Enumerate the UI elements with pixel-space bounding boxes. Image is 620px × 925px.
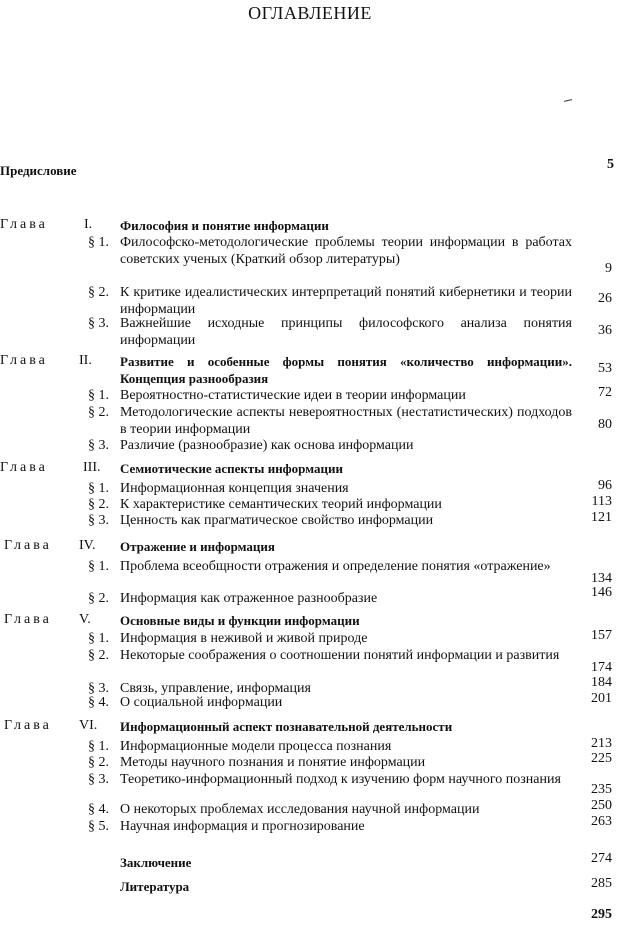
section-page: 235: [591, 782, 612, 797]
chapter-title: Семиотические аспекты информации: [120, 461, 343, 476]
section-text: Информация как отраженное разнообразие: [120, 591, 378, 606]
section-page: 225: [591, 751, 612, 766]
chapter-number: I.: [84, 217, 93, 232]
section-page: 113: [591, 494, 612, 509]
section-mark: § 2.: [88, 648, 109, 663]
section-page: 134: [591, 571, 612, 586]
section-text: Теоретико-информационный подход к изучению форм научного познания: [120, 772, 561, 787]
section-mark: § 1.: [88, 388, 109, 403]
section-text: Проблема всеобщности отражения и определение понятия «отражение»: [120, 559, 551, 574]
chapter-number: V.: [79, 612, 91, 627]
section-mark: § 1.: [88, 559, 109, 574]
chapter-label: Глава: [0, 460, 48, 475]
section-text: Методологические аспекты невероятностных (нестатистических) подходов в теории информации: [120, 405, 572, 437]
section-mark: § 2.: [88, 497, 109, 512]
chapter-number: IV.: [79, 538, 96, 553]
literature-page: 285: [591, 876, 612, 891]
conclusion-page: 274: [591, 851, 612, 866]
chapter-number: III.: [83, 460, 101, 475]
chapter-number: VI.: [79, 718, 98, 733]
section-mark: § 1.: [88, 739, 109, 754]
section-page: 146: [591, 585, 612, 600]
chapter-title: Развитие и особенные формы понятия «количество информации». Концепция разнообразия: [120, 354, 572, 386]
section-page: 121: [591, 510, 612, 525]
section-text: К характеристике семантических теорий информации: [120, 497, 442, 512]
section-page: 96: [598, 478, 612, 493]
section-page: 36: [598, 323, 612, 338]
section-mark: § 2.: [88, 755, 109, 770]
section-text: Философско-методологические проблемы теории информации в работах советских ученых (Краткий обзор литературы): [120, 235, 572, 267]
section-mark: § 5.: [88, 819, 109, 834]
page-title: ОГЛАВЛЕНИЕ: [248, 3, 372, 23]
chapter-label: Глава: [4, 718, 52, 733]
section-text: Важнейшие исходные принципы философского анализа понятия информации: [120, 316, 572, 348]
section-text: Информация в неживой и живой природе: [120, 631, 368, 646]
section-text: Вероятностно-статистические идеи в теории информации: [120, 388, 466, 403]
section-mark: § 3.: [88, 316, 109, 331]
chapter-title: Философия и понятие информации: [120, 218, 329, 233]
section-text: Различие (разнообразие) как основа информации: [120, 438, 414, 453]
section-mark: § 1.: [88, 481, 109, 496]
section-mark: § 3.: [88, 438, 109, 453]
chapter-label: Глава: [4, 612, 52, 627]
section-page: 157: [591, 628, 612, 643]
section-text: О социальной информации: [120, 695, 283, 710]
section-page: 174: [591, 660, 612, 675]
section-page: 26: [598, 291, 612, 306]
section-mark: § 1.: [88, 235, 109, 250]
chapter-title: Отражение и информация: [120, 539, 275, 554]
section-text: К критике идеалистических интерпретаций понятий кибернетики и теории информации: [120, 285, 572, 317]
section-text: Методы научного познания и понятие информации: [120, 755, 426, 770]
section-page: 184: [591, 675, 612, 690]
section-text: Информационная концепция значения: [120, 481, 349, 496]
section-mark: § 2.: [88, 285, 109, 300]
section-page: 72: [598, 385, 612, 400]
section-text: Информационные модели процесса познания: [120, 739, 392, 754]
section-mark: § 1.: [88, 631, 109, 646]
chapter-label: Глава: [0, 217, 48, 232]
section-page: 250: [591, 798, 612, 813]
section-text: О некоторых проблемах исследования научной информации: [120, 802, 480, 817]
chapter-title: Информационный аспект познавательной деятельности: [120, 719, 453, 734]
section-mark: § 3.: [88, 772, 109, 787]
chapter-title: Основные виды и функции информации: [120, 613, 360, 628]
stray-mark: [564, 99, 572, 102]
section-text: Некоторые соображения о соотношении понятий информации и развития: [120, 648, 560, 663]
section-mark: § 3.: [88, 681, 109, 696]
literature-label: Литература: [120, 879, 190, 894]
conclusion-label: Заключение: [120, 855, 192, 870]
chapter-label: Глава: [4, 538, 52, 553]
section-mark: § 3.: [88, 513, 109, 528]
section-mark: § 4.: [88, 802, 109, 817]
section-text: Научная информация и прогнозирование: [120, 819, 365, 834]
section-mark: § 2.: [88, 591, 109, 606]
section-page: 213: [591, 736, 612, 751]
preface-label: Предисловие: [0, 163, 77, 178]
section-text: Связь, управление, информация: [120, 681, 311, 696]
chapter-label: Глава: [0, 353, 48, 368]
chapter-number: II.: [79, 353, 92, 368]
section-page: 201: [591, 691, 612, 706]
section-mark: § 4.: [88, 695, 109, 710]
preface-page: 5: [607, 157, 614, 172]
section-mark: § 2.: [88, 405, 109, 420]
end-page-number: 295: [591, 907, 612, 922]
section-page: 9: [605, 261, 612, 276]
section-text: Ценность как прагматическое свойство информации: [120, 513, 434, 528]
section-page: 263: [591, 814, 612, 829]
section-page: 80: [598, 417, 612, 432]
chapter-page: 53: [598, 361, 612, 376]
